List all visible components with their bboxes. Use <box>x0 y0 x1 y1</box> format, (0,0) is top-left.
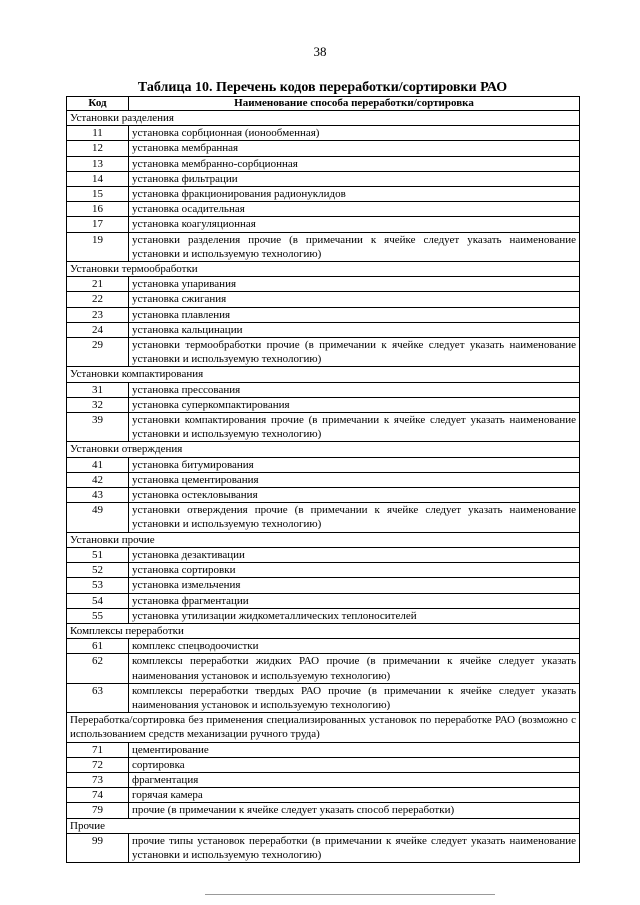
row-description: установка коагуляционная <box>129 217 580 232</box>
table-row <box>67 742 580 757</box>
table-row <box>67 202 580 217</box>
table-row <box>67 772 580 787</box>
row-description: установка фильтрации <box>129 171 580 186</box>
row-code: 39 <box>67 413 129 442</box>
row-code: 32 <box>67 397 129 412</box>
table-row <box>67 322 580 337</box>
table-row <box>67 547 580 562</box>
table-row <box>67 503 580 532</box>
table-row <box>67 578 580 593</box>
table-row <box>67 757 580 772</box>
table-title: Таблица 10. Перечень кодов переработки/сортировки РАО <box>137 80 508 95</box>
table-row <box>67 187 580 202</box>
row-code: 99 <box>67 833 129 862</box>
table-row <box>67 833 580 862</box>
table-row <box>67 593 580 608</box>
table-row <box>67 803 580 818</box>
row-code: 12 <box>67 141 129 156</box>
row-description: установка кальцинации <box>129 322 580 337</box>
row-description: фрагментация <box>129 772 580 787</box>
table-header-row <box>67 97 580 111</box>
section-row <box>67 367 580 382</box>
table-row <box>67 292 580 307</box>
row-code: 53 <box>67 578 129 593</box>
row-code: 23 <box>67 307 129 322</box>
row-code: 16 <box>67 202 129 217</box>
row-description: установка упаривания <box>129 277 580 292</box>
section-row <box>67 713 580 742</box>
section-title: Установки компактирования <box>67 367 580 382</box>
row-description: установка фракционирования радионуклидов <box>129 187 580 202</box>
row-description: комплексы переработки жидких РАО прочие (в примечании к ячейке следует указать наименования установок и используемую технологию) <box>129 654 580 683</box>
table-row <box>67 788 580 803</box>
row-code: 42 <box>67 472 129 487</box>
table-row <box>67 338 580 367</box>
header-code: Код <box>67 97 129 111</box>
row-description: установка мембранно-сорбционная <box>129 156 580 171</box>
row-description: сортировка <box>129 757 580 772</box>
section-row <box>67 818 580 833</box>
table-row <box>67 608 580 623</box>
row-description: установки разделения прочие (в примечании к ячейке следует указать наименование установки и используемую технологию) <box>129 232 580 261</box>
section-title: Установки отверждения <box>67 442 580 457</box>
table-row <box>67 457 580 472</box>
row-description: горячая камера <box>129 788 580 803</box>
section-row <box>67 532 580 547</box>
row-description: установка прессования <box>129 382 580 397</box>
table-row <box>67 654 580 683</box>
section-row <box>67 442 580 457</box>
row-code: 72 <box>67 757 129 772</box>
page-number: 38 <box>313 44 327 59</box>
row-code: 49 <box>67 503 129 532</box>
table-row <box>67 141 580 156</box>
row-description: установка мембранная <box>129 141 580 156</box>
row-description: установка измельчения <box>129 578 580 593</box>
row-description: комплекс спецводоочистки <box>129 639 580 654</box>
row-code: 14 <box>67 171 129 186</box>
section-title: Установки разделения <box>67 111 580 126</box>
table-row <box>67 277 580 292</box>
row-description: установка суперкомпактирования <box>129 397 580 412</box>
table-row <box>67 397 580 412</box>
row-code: 51 <box>67 547 129 562</box>
table-row <box>67 488 580 503</box>
codes-table <box>66 96 580 863</box>
row-code: 71 <box>67 742 129 757</box>
row-code: 31 <box>67 382 129 397</box>
row-description: цементирование <box>129 742 580 757</box>
row-description: установка дезактивации <box>129 547 580 562</box>
table-row <box>67 639 580 654</box>
table-row <box>67 156 580 171</box>
row-code: 73 <box>67 772 129 787</box>
row-description: прочие типы установок переработки (в примечании к ячейке следует указать наименование установки и используемую технологию) <box>129 833 580 862</box>
row-code: 13 <box>67 156 129 171</box>
row-description: установки термообработки прочие (в примечании к ячейке следует указать наименование установки и используемую технологию) <box>129 338 580 367</box>
row-code: 61 <box>67 639 129 654</box>
row-description: установки отверждения прочие (в примечании к ячейке следует указать наименование установки и используемую технологию) <box>129 503 580 532</box>
header-name: Наименование способа переработки/сортировка <box>129 97 580 111</box>
row-description: установка остекловывания <box>129 488 580 503</box>
row-code: 21 <box>67 277 129 292</box>
row-code: 22 <box>67 292 129 307</box>
row-code: 63 <box>67 683 129 712</box>
row-description: установка сортировки <box>129 563 580 578</box>
table-row <box>67 472 580 487</box>
row-code: 54 <box>67 593 129 608</box>
row-description: комплексы переработки твердых РАО прочие (в примечании к ячейке следует указать наименования установок и используемую технологию) <box>129 683 580 712</box>
section-title: Комплексы переработки <box>67 623 580 638</box>
row-description: установки компактирования прочие (в примечании к ячейке следует указать наименование установки и используемую технологию) <box>129 413 580 442</box>
row-code: 17 <box>67 217 129 232</box>
row-description: установка фрагментации <box>129 593 580 608</box>
section-title: Прочие <box>67 818 580 833</box>
row-code: 19 <box>67 232 129 261</box>
table-row <box>67 126 580 141</box>
row-code: 55 <box>67 608 129 623</box>
section-row <box>67 623 580 638</box>
row-description: установка сорбционная (ионообменная) <box>129 126 580 141</box>
bottom-rule <box>205 894 495 895</box>
row-description: установка битумирования <box>129 457 580 472</box>
section-row <box>67 262 580 277</box>
row-code: 24 <box>67 322 129 337</box>
table-row <box>67 382 580 397</box>
row-code: 52 <box>67 563 129 578</box>
row-description: установка утилизации жидкометаллических теплоносителей <box>129 608 580 623</box>
section-row <box>67 111 580 126</box>
row-code: 29 <box>67 338 129 367</box>
table-row <box>67 683 580 712</box>
row-description: установка плавления <box>129 307 580 322</box>
row-code: 41 <box>67 457 129 472</box>
row-code: 79 <box>67 803 129 818</box>
table-row <box>67 232 580 261</box>
section-title: Переработка/сортировка без применения специализированных установок по переработке РАО (возможно с использованием средств механизации ручного труда) <box>67 713 580 742</box>
row-code: 62 <box>67 654 129 683</box>
table-row <box>67 171 580 186</box>
row-description: установка осадительная <box>129 202 580 217</box>
row-code: 11 <box>67 126 129 141</box>
row-code: 74 <box>67 788 129 803</box>
table-body <box>67 111 580 863</box>
row-code: 15 <box>67 187 129 202</box>
row-description: установка сжигания <box>129 292 580 307</box>
row-description: прочие (в примечании к ячейке следует указать способ переработки) <box>129 803 580 818</box>
section-title: Установки термообработки <box>67 262 580 277</box>
table-row <box>67 217 580 232</box>
table-row <box>67 307 580 322</box>
row-description: установка цементирования <box>129 472 580 487</box>
section-title: Установки прочие <box>67 532 580 547</box>
row-code: 43 <box>67 488 129 503</box>
table-row <box>67 413 580 442</box>
table-row <box>67 563 580 578</box>
